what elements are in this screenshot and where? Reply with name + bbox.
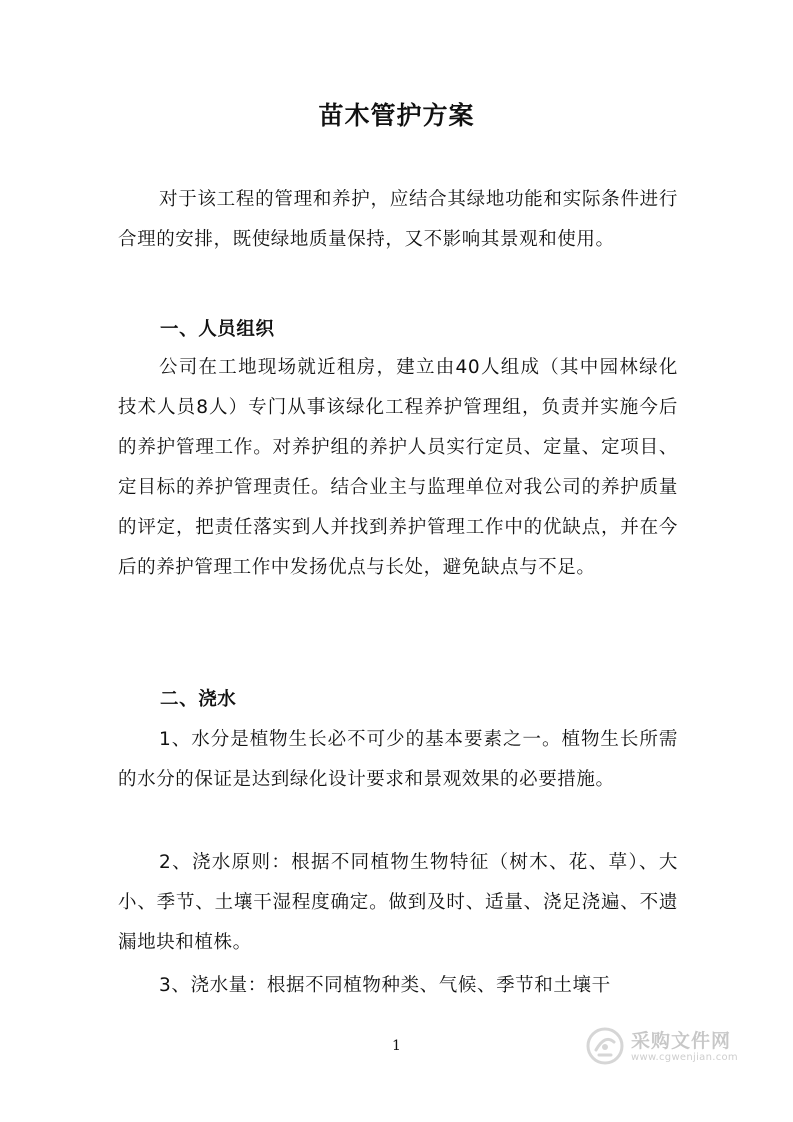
paragraph-watering-3: 3、浇水量：根据不同植物种类、气候、季节和土壤干 xyxy=(159,975,611,996)
paragraph-watering-2: 2、浇水原则：根据不同植物生物特征（树木、花、草）、大小、季节、土壤干湿程度确定。做到及时、适量、浇足浇遍、不遗漏地块和植株。 xyxy=(118,852,678,953)
paragraph-watering-1: 1、水分是植物生长必不可少的基本要素之一。植物生长所需的水分的保证是达到绿化设计要求和景观效果的必要措施。 xyxy=(118,729,678,790)
watermark-url: www.cgwenjian.com xyxy=(631,1052,738,1063)
page-number: 1 xyxy=(392,1038,401,1054)
section-heading-personnel: 一、人员组织 xyxy=(160,319,275,340)
paragraph-personnel: 公司在工地现场就近租房，建立由40人组成（其中园林绿化技术人员8人）专门从事该绿化工程养护管理组，负责并实施今后的养护管理工作。对养护组的养护人员实行定员、定量、定项目、定目标的养护管理责任。结合业主与监理单位对我公司的养护质量的评定，把责任落实到人并找到养护管理工作中的优缺点，并在今后的养护管理工作中发扬优点与长处，避免缺点与不足。 xyxy=(118,357,678,578)
paragraph-intro: 对于该工程的管理和养护，应结合其绿地功能和实际条件进行合理的安排，既使绿地质量保持，又不影响其景观和使用。 xyxy=(118,189,678,250)
document-title: 苗木管护方案 xyxy=(318,101,475,130)
section-heading-watering: 二、浇水 xyxy=(160,689,237,710)
watermark xyxy=(585,1022,765,1072)
watermark-brand: 采购文件网 xyxy=(631,1030,732,1052)
watermark-logo-icon xyxy=(585,1026,625,1066)
